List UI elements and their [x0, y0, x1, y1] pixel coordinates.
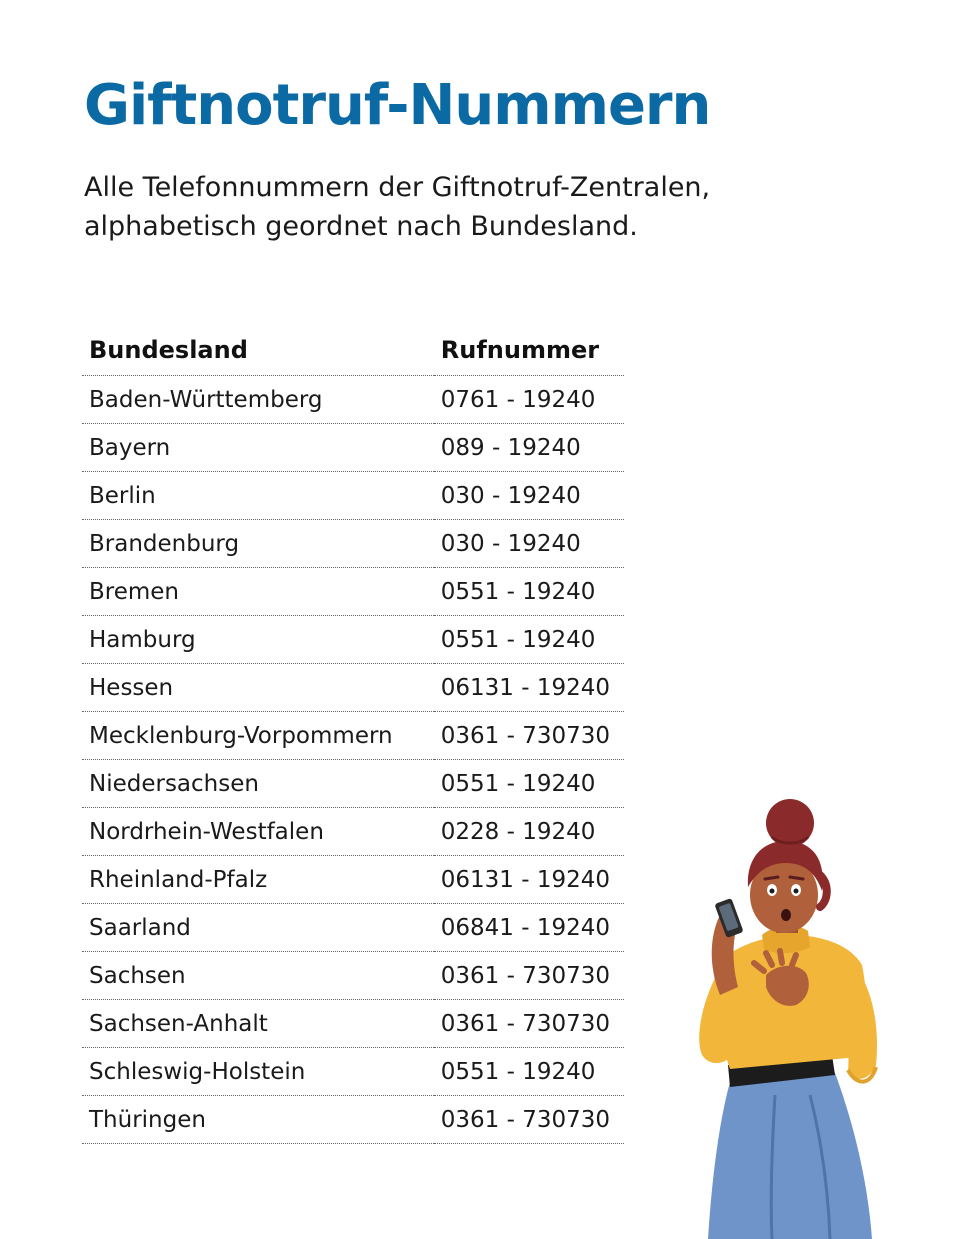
- phone-number-cell: 0361 - 730730: [434, 1000, 624, 1048]
- phone-number-cell: 0551 - 19240: [434, 760, 624, 808]
- state-cell: Sachsen-Anhalt: [82, 1000, 434, 1048]
- table-row: [82, 952, 624, 1000]
- table-row: [82, 616, 624, 664]
- skirt: [708, 1065, 872, 1239]
- phone-number-cell: 06131 - 19240: [434, 856, 624, 904]
- table-row: [82, 1000, 624, 1048]
- state-cell: Sachsen: [82, 952, 434, 1000]
- state-cell: Thüringen: [82, 1096, 434, 1144]
- phone-number-cell: 0551 - 19240: [434, 616, 624, 664]
- table-row: [82, 712, 624, 760]
- phone-number-cell: 06841 - 19240: [434, 904, 624, 952]
- column-header-state: Bundesland: [82, 325, 434, 376]
- subtitle-line-2: alphabetisch geordnet nach Bundesland.: [84, 211, 638, 242]
- state-cell: Bremen: [82, 568, 434, 616]
- table-row: [82, 904, 624, 952]
- phone-number-cell: 089 - 19240: [434, 424, 624, 472]
- state-cell: Nordrhein-Westfalen: [82, 808, 434, 856]
- state-cell: Hamburg: [82, 616, 434, 664]
- phone-number-cell: 0361 - 730730: [434, 1096, 624, 1144]
- table-row: [82, 520, 624, 568]
- page-title: Giftnotruf-Nummern: [84, 73, 711, 138]
- poison-hotline-table: [82, 325, 624, 1144]
- table-row: [82, 424, 624, 472]
- table-row: [82, 472, 624, 520]
- woman-on-phone-illustration: [680, 795, 900, 1239]
- phone-number-cell: 0228 - 19240: [434, 808, 624, 856]
- phone-number-cell: 0361 - 730730: [434, 952, 624, 1000]
- table-row: [82, 1048, 624, 1096]
- phone-number-cell: 030 - 19240: [434, 520, 624, 568]
- table-row: [82, 856, 624, 904]
- phone-number-cell: 0551 - 19240: [434, 1048, 624, 1096]
- state-cell: Brandenburg: [82, 520, 434, 568]
- subtitle-line-1: Alle Telefonnummern der Giftnotruf-Zentralen,: [84, 172, 711, 203]
- state-cell: Schleswig-Holstein: [82, 1048, 434, 1096]
- table-row: [82, 760, 624, 808]
- phone-number-cell: 06131 - 19240: [434, 664, 624, 712]
- state-cell: Niedersachsen: [82, 760, 434, 808]
- state-cell: Mecklenburg-Vorpommern: [82, 712, 434, 760]
- page-subtitle: [84, 168, 784, 246]
- table-header-row: [82, 325, 624, 376]
- table-row: [82, 568, 624, 616]
- phone-number-cell: 0551 - 19240: [434, 568, 624, 616]
- table-row: [82, 664, 624, 712]
- state-cell: Berlin: [82, 472, 434, 520]
- state-cell: Bayern: [82, 424, 434, 472]
- table-row: [82, 808, 624, 856]
- column-header-number: Rufnummer: [434, 325, 624, 376]
- state-cell: Saarland: [82, 904, 434, 952]
- state-cell: Hessen: [82, 664, 434, 712]
- phone-number-cell: 0361 - 730730: [434, 712, 624, 760]
- state-cell: Baden-Württemberg: [82, 376, 434, 424]
- phone-number-cell: 0761 - 19240: [434, 376, 624, 424]
- phone-number-cell: 030 - 19240: [434, 472, 624, 520]
- state-cell: Rheinland-Pfalz: [82, 856, 434, 904]
- table-row: [82, 1096, 624, 1144]
- table-row: [82, 376, 624, 424]
